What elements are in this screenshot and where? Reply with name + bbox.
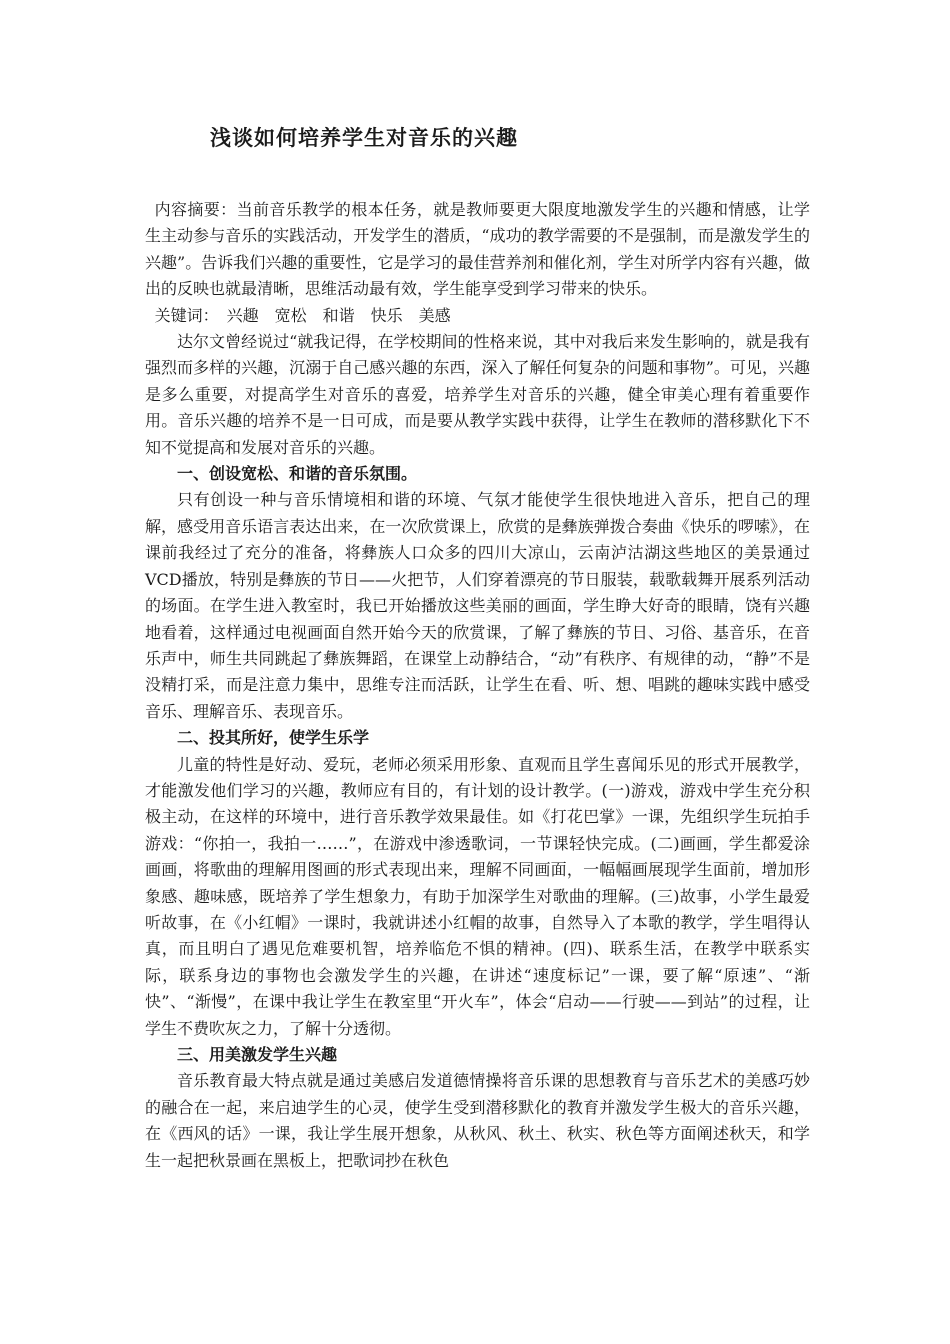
section-paragraph-1: 只有创设一种与音乐情境相和谐的环境、气氛才能使学生很快地进入音乐，把自己的理解，感受用音乐语言表达出来，在一次欣赏课上，欣赏的是彝族弹拨合奏曲《快乐的啰嗦》，在课前我经过了充分的准备，将彝族人口众多的四川大凉山，云南泸沽湖这些地区的美景通过VCD播放，特别是彝族的节日——火把节，人们穿着漂亮的节日服装，载歌载舞开展系列活动的场面。在学生进入教室时，我已开始播放这些美丽的画面，学生睁大好奇的眼睛，饶有兴趣地看着，这样通过电视画面自然开始今天的欣赏课，了解了彝族的节日、习俗、基音乐，在音乐声中，师生共同跳起了彝族舞蹈，在课堂上动静结合，“动”有秩序、有规律的动，“静”不是没精打采，而是注意力集中，思维专注而活跃，让学生在看、听、想、唱跳的趣味实践中感受音乐、理解音乐、表现音乐。 [145, 490, 810, 721]
section-heading-1: 一、创设宽松、和谐的音乐氛围。 [177, 464, 418, 484]
section-paragraph-3: 音乐教育最大特点就是通过美感启发道德情操将音乐课的思想教育与音乐艺术的美感巧妙的融合在一起，来启迪学生的心灵，使学生受到潜移默化的教育并激发学生极大的音乐兴趣，在《西风的话》一课，我让学生展开想象，从秋风、秋土、秋实、秋色等方面阐述秋天，和学生一起把秋景画在黑板上，把歌词抄在秋色 [145, 1071, 810, 1170]
section-heading-3: 三、用美激发学生兴趣 [177, 1045, 338, 1064]
keywords-line: 关键词： 兴趣 宽松 和谐 快乐 美感 [154, 305, 451, 325]
abstract-paragraph: 内容摘要：当前音乐教学的根本任务，就是教师要更大限度地激发学生的兴趣和情感，让学生主动参与音乐的实践活动，开发学生的潜质，“成功的教学需要的不是强制，而是激发学生的兴趣”。告诉我们兴趣的重要性，它是学习的最佳营养剂和催化剂，学生对所学内容有兴趣，做出的反映也就最清晰，思维活动最有效，学生能享受到学习带来的快乐。 [145, 200, 810, 299]
intro-paragraph: 达尔文曾经说过“就我记得，在学校期间的性格来说，其中对我后来发生影响的，就是我有强烈而多样的兴趣，沉溺于自己感兴趣的东西，深入了解任何复杂的问题和事物”。可见，兴趣是多么重要，对提高学生对音乐的喜爱，培养学生对音乐的兴趣，健全审美心理有着重要作用。音乐兴趣的培养不是一日可成，而是要从教学实践中获得，让学生在教师的潜移默化下不知不觉提高和发展对音乐的兴趣。 [145, 332, 810, 457]
document-body [145, 197, 810, 1174]
section-heading-2: 二、投其所好，使学生乐学 [177, 728, 370, 748]
section-paragraph-2: 儿童的特性是好动、爱玩，老师必须采用形象、直观而且学生喜闻乐见的形式开展教学，才能激发他们学习的兴趣，教师应有目的，有计划的设计教学。(一)游戏，游戏中学生充分积极主动，在这样的环境中，进行音乐教学效果最佳。如《打花巴掌》一课，先组织学生玩拍手游戏：“你拍一，我拍一……”，在游戏中渗透歌词，一节课轻快完成。(二)画画，学生都爱涂画画，将歌曲的理解用图画的形式表现出来，理解不同画面，一幅幅画展现学生面前，增加形象感、趣味感，既培养了学生想象力，有助于加深学生对歌曲的理解。(三)故事，小学生最爱听故事，在《小红帽》一课时，我就讲述小红帽的故事，自然导入了本歌的教学，学生唱得认真，而且明白了遇见危难要机智，培养临危不惧的精神。(四)、联系生活，在教学中联系实际，联系身边的事物也会激发学生的兴趣，在讲述“速度标记”一课，要了解“原速”、“渐快”、“渐慢”，在课中我让学生在教室里“开火车”，体会“启动——行驶——到站”的过程，让学生不费吹灰之力，了解十分透彻。 [145, 754, 810, 1038]
document-title: 浅谈如何培养学生对音乐的兴趣 [210, 125, 518, 150]
